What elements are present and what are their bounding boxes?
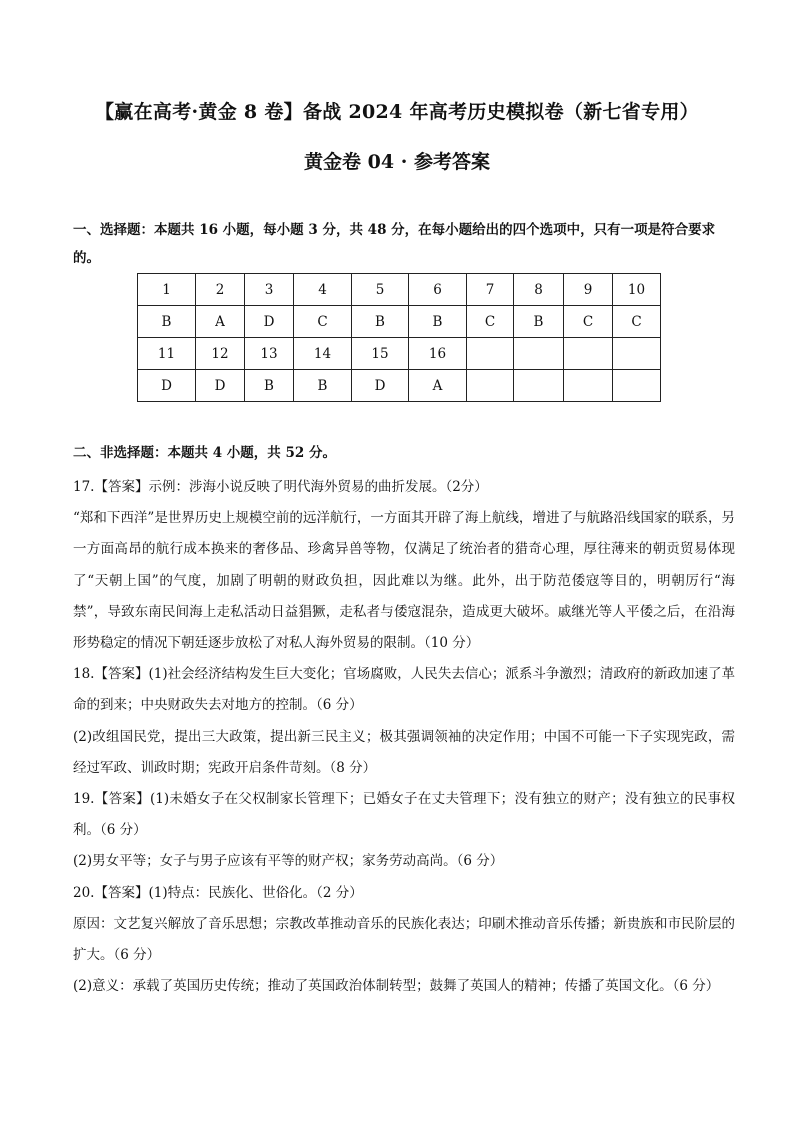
answer-paragraph: (2)改组国民党，提出三大政策，提出新三民主义；极其强调领袖的决定作用；中国不可能一下子实现宪政，需经过军政、训政时期；宪政开启条件苛刻。（8 分） xyxy=(73,728,735,776)
answer-table xyxy=(137,273,661,402)
table-row xyxy=(138,370,661,402)
table-row xyxy=(138,274,661,306)
table-cell: C xyxy=(467,306,514,338)
answer-paragraph: 19.【答案】(1)未婚女子在父权制家长管理下；已婚女子在丈夫管理下；没有独立的财产；没有独立的民事权利。（6 分） xyxy=(73,791,735,839)
table-cell: 10 xyxy=(613,274,661,306)
table-cell xyxy=(564,338,613,370)
table-cell: 4 xyxy=(294,274,352,306)
table-cell: 5 xyxy=(352,274,409,306)
section-1-heading: 一、选择题：本题共 16 小题，每小题 3 分，共 48 分，在每小题给出的四个选项中，只有一项是符合要求的。 xyxy=(73,222,716,266)
section-2-heading: 二、非选择题：本题共 4 小题，共 52 分。 xyxy=(73,445,336,461)
table-cell: D xyxy=(352,370,409,402)
answer-paragraph: 20.【答案】(1)特点：民族化、世俗化。（2 分） xyxy=(73,884,363,901)
table-cell: 14 xyxy=(294,338,352,370)
table-cell xyxy=(613,338,661,370)
table-cell xyxy=(467,370,514,402)
table-row xyxy=(138,338,661,370)
table-cell xyxy=(514,338,564,370)
answer-paragraph: 原因：文艺复兴解放了音乐思想；宗教改革推动音乐的民族化表达；印刷术推动音乐传播；新贵族和市民阶层的扩大。（6 分） xyxy=(73,915,735,964)
table-cell: B xyxy=(294,370,352,402)
table-cell: 2 xyxy=(196,274,245,306)
table-cell: B xyxy=(352,306,409,338)
table-cell: C xyxy=(564,306,613,338)
table-cell: C xyxy=(613,306,661,338)
table-cell: D xyxy=(196,370,245,402)
table-cell xyxy=(564,370,613,402)
table-cell: B xyxy=(245,370,294,402)
table-cell: 8 xyxy=(514,274,564,306)
table-cell: 12 xyxy=(196,338,245,370)
answer-paragraph: 18.【答案】(1)社会经济结构发生巨大变化；官场腐败，人民失去信心；派系斗争激烈；清政府的新政加速了革命的到来；中央财政失去对地方的控制。（6 分） xyxy=(73,666,735,714)
table-cell: 15 xyxy=(352,338,409,370)
table-cell xyxy=(514,370,564,402)
answer-body xyxy=(73,472,735,1002)
table-cell: 9 xyxy=(564,274,613,306)
answer-paragraph: (2)男女平等；女子与男子应该有平等的财产权；家务劳动高尚。（6 分） xyxy=(73,853,504,870)
table-cell: B xyxy=(138,306,196,338)
table-cell: A xyxy=(409,370,467,402)
table-row xyxy=(138,306,661,338)
table-cell xyxy=(467,338,514,370)
answer-paragraph: “郑和下西洋”是世界历史上规模空前的远洋航行，一方面其开辟了海上航线，增进了与航路沿线国家的联系，另一方面高昂的航行成本换来的奢侈品、珍禽异兽等物，仅满足了统治者的猎奇心理，厚往薄来的朝贡贸易体现了“天朝上国”的气度，加剧了明朝的财政负担，因此难以为继。此外，出于防范倭寇等目的，明朝厉行“海禁”，导致东南民间海上走私活动日益猖獗，走私者与倭寇混杂，造成更大破坏。戚继光等人平倭之后，在沿海形势稳定的情况下朝廷逐步放松了对私人海外贸易的限制。（10 分） xyxy=(73,510,735,652)
table-cell: 11 xyxy=(138,338,196,370)
table-cell: 6 xyxy=(409,274,467,306)
page-title: 【赢在高考·黄金 8 卷】备战 2024 年高考历史模拟卷（新七省专用） xyxy=(95,101,699,123)
answer-paragraph: (2)意义：承载了英国历史传统；推动了英国政治体制转型；鼓舞了英国人的精神；传播了英国文化。（6 分） xyxy=(73,978,720,995)
table-cell: D xyxy=(245,306,294,338)
table-cell: 3 xyxy=(245,274,294,306)
table-cell: 7 xyxy=(467,274,514,306)
table-cell: D xyxy=(138,370,196,402)
table-cell xyxy=(613,370,661,402)
answer-paragraph: 17.【答案】示例：涉海小说反映了明代海外贸易的曲折发展。（2分） xyxy=(73,479,488,495)
table-cell: 16 xyxy=(409,338,467,370)
table-cell: 1 xyxy=(138,274,196,306)
page-subtitle: 黄金卷 04 · 参考答案 xyxy=(304,151,490,173)
table-cell: B xyxy=(409,306,467,338)
table-cell: 13 xyxy=(245,338,294,370)
table-cell: A xyxy=(196,306,245,338)
table-cell: C xyxy=(294,306,352,338)
table-cell: B xyxy=(514,306,564,338)
